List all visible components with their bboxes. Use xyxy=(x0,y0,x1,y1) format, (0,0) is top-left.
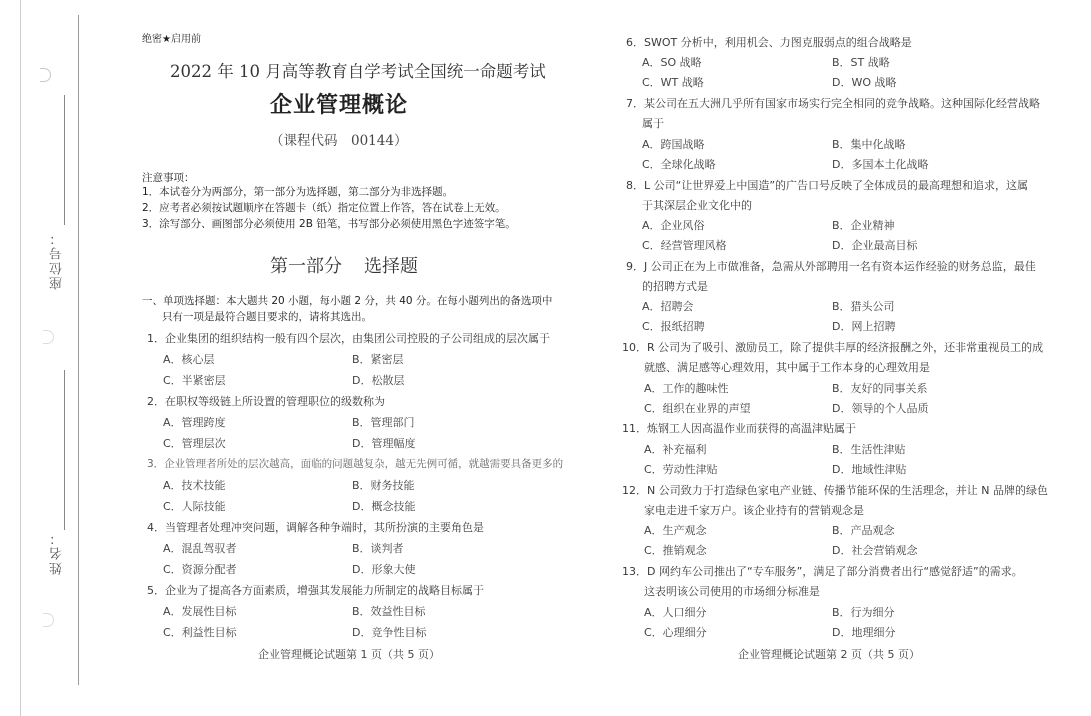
question-stem: 1．企业集团的组织结构一般有四个层次，由集团公司控股的子公司组成的层次属于 xyxy=(147,332,550,345)
option: D．企业最高目标 xyxy=(832,239,918,252)
outer-margin-line xyxy=(20,0,21,716)
option: C．劳动性津贴 xyxy=(644,463,718,476)
page-footer: 企业管理概论试题第 2 页（共 5 页） xyxy=(738,648,920,661)
option: C．半紧密层 xyxy=(163,374,226,387)
option: D．地域性津贴 xyxy=(832,463,907,476)
notice-heading: 注意事项： xyxy=(142,172,195,184)
option: D．松散层 xyxy=(352,374,405,387)
option: D．领导的个人品质 xyxy=(832,402,929,415)
option: C．利益性目标 xyxy=(163,626,237,639)
option: B．集中化战略 xyxy=(832,138,906,151)
question-stem: 2．在职权等级链上所设置的管理职位的级数称为 xyxy=(147,395,385,408)
option: C．组织在业界的声望 xyxy=(644,402,751,415)
question-stem-cont: 就感、满足感等心理效用，其中属于工作本身的心理效用是 xyxy=(644,361,930,374)
question-stem-cont: 属于 xyxy=(642,117,664,130)
part-name: 选择题 xyxy=(364,256,418,277)
option: B．效益性目标 xyxy=(352,605,426,618)
option: D．多国本土化战略 xyxy=(832,158,929,171)
option: A．发展性目标 xyxy=(163,605,237,618)
question-stem: 12．N 公司致力于打造绿色家电产业链、传播节能环保的生活理念，并让 N 品牌的绿色 xyxy=(622,484,1048,497)
option: A．管理跨度 xyxy=(163,416,226,429)
subject-title: 企业管理概论 xyxy=(270,92,409,118)
question-stem: 11．炼钢工人因高温作业而获得的高温津贴属于 xyxy=(622,422,856,435)
part-title xyxy=(270,252,418,278)
question-stem: 13．D 网约车公司推出了“专车服务”，满足了部分消费者出行“感觉舒适”的需求。 xyxy=(622,565,1023,578)
question-stem: 8．L 公司“让世界爱上中国造”的广告口号反映了全体成员的最高理想和追求，这属 xyxy=(626,179,1029,192)
option: D．WO 战略 xyxy=(832,76,897,89)
option: B．产品观念 xyxy=(832,524,895,537)
option: B．生活性津贴 xyxy=(832,443,906,456)
option: B．友好的同事关系 xyxy=(832,382,928,395)
option: D．社会营销观念 xyxy=(832,544,918,557)
punch-hole-bottom xyxy=(43,613,54,627)
option: C．人际技能 xyxy=(163,500,226,513)
option: B．猎头公司 xyxy=(832,300,895,313)
seat-number-label: 座位号： xyxy=(50,230,65,290)
notice-item: 2．应考者必须按试题顺序在答题卡（纸）指定位置上作答，答在试卷上无效。 xyxy=(142,202,506,214)
page-footer: 企业管理概论试题第 1 页（共 5 页） xyxy=(258,648,440,661)
secret-mark: 绝密★启用前 xyxy=(142,34,201,45)
option: A．核心层 xyxy=(163,353,215,366)
course-code: （课程代码 00144） xyxy=(270,133,408,149)
option: C．报纸招聘 xyxy=(642,320,705,333)
option: B．行为细分 xyxy=(832,606,895,619)
option: A．生产观念 xyxy=(644,524,707,537)
option: A．人口细分 xyxy=(644,606,707,619)
question-stem: 5．企业为了提高各方面素质，增强其发展能力所制定的战略目标属于 xyxy=(147,584,484,597)
option: C．WT 战略 xyxy=(642,76,704,89)
option: D．网上招聘 xyxy=(832,320,896,333)
option: D．概念技能 xyxy=(352,500,416,513)
question-stem-cont: 家电走进千家万户。该企业持有的营销观念是 xyxy=(644,504,864,517)
question-stem: 4．当管理者处理冲突问题，调解各种争端时，其所扮演的主要角色是 xyxy=(147,521,484,534)
punch-hole-top xyxy=(40,68,51,82)
section-heading-cont: 只有一项是最符合题目要求的，请将其选出。 xyxy=(162,311,372,323)
option: B．财务技能 xyxy=(352,479,415,492)
option: C．经营管理风格 xyxy=(642,239,727,252)
option: A．技术技能 xyxy=(163,479,226,492)
question-stem-cont: 于其深层企业文化中的 xyxy=(642,199,752,212)
notice-item: 1．本试卷分为两部分，第一部分为选择题，第二部分为非选择题。 xyxy=(142,186,454,198)
option: C．管理层次 xyxy=(163,437,226,450)
part-number: 第一部分 xyxy=(270,256,342,277)
punch-hole-middle xyxy=(43,330,54,344)
option: A．工作的趣味性 xyxy=(644,382,729,395)
seat-underline xyxy=(64,95,65,225)
option: B．紧密层 xyxy=(352,353,404,366)
question-stem-cont: 这表明该公司使用的市场细分标准是 xyxy=(644,585,820,598)
question-stem: 9．J 公司正在为上市做准备，急需从外部聘用一名有资本运作经验的财务总监，最佳 xyxy=(626,260,1036,273)
name-underline xyxy=(64,370,65,530)
exam-title: 2022 年 10 月高等教育自学考试全国统一命题考试 xyxy=(170,62,546,81)
option: D．形象大使 xyxy=(352,563,416,576)
binding-line xyxy=(78,15,79,685)
option: A．补充福利 xyxy=(644,443,707,456)
option: B．企业精神 xyxy=(832,219,895,232)
question-stem-cont: 的招聘方式是 xyxy=(642,280,708,293)
option: A．企业风俗 xyxy=(642,219,705,232)
question-stem: 3．企业管理者所处的层次越高，面临的问题越复杂，越无先例可循，就越需要具备更多的 xyxy=(147,458,564,470)
option: C．推销观念 xyxy=(644,544,707,557)
option: A．SO 战略 xyxy=(642,56,702,69)
option: A．混乱驾驭者 xyxy=(163,542,237,555)
option: D．竞争性目标 xyxy=(352,626,427,639)
option: A．跨国战略 xyxy=(642,138,705,151)
option: B．谈判者 xyxy=(352,542,404,555)
notice-item: 3．涂写部分、画图部分必须使用 2B 铅笔，书写部分必须使用黑色字迹签字笔。 xyxy=(142,218,516,230)
option: D．管理幅度 xyxy=(352,437,416,450)
option: D．地理细分 xyxy=(832,626,896,639)
option: C．全球化战略 xyxy=(642,158,716,171)
section-heading: 一、单项选择题：本大题共 20 小题，每小题 2 分，共 40 分。在每小题列出的备选项中 xyxy=(142,295,553,307)
option: C．资源分配者 xyxy=(163,563,237,576)
option: B．管理部门 xyxy=(352,416,415,429)
question-stem: 6．SWOT 分析中，利用机会、力图克服弱点的组合战略是 xyxy=(626,36,912,49)
question-stem: 10．R 公司为了吸引、激励员工，除了提供丰厚的经济报酬之外，还非常重视员工的成 xyxy=(622,341,1044,354)
option: A．招聘会 xyxy=(642,300,694,313)
question-stem: 7．某公司在五大洲几乎所有国家市场实行完全相同的竞争战略。这种国际化经营战略 xyxy=(626,97,1040,110)
option: B．ST 战略 xyxy=(832,56,890,69)
option: C．心理细分 xyxy=(644,626,707,639)
name-label: 姓名： xyxy=(50,530,65,575)
